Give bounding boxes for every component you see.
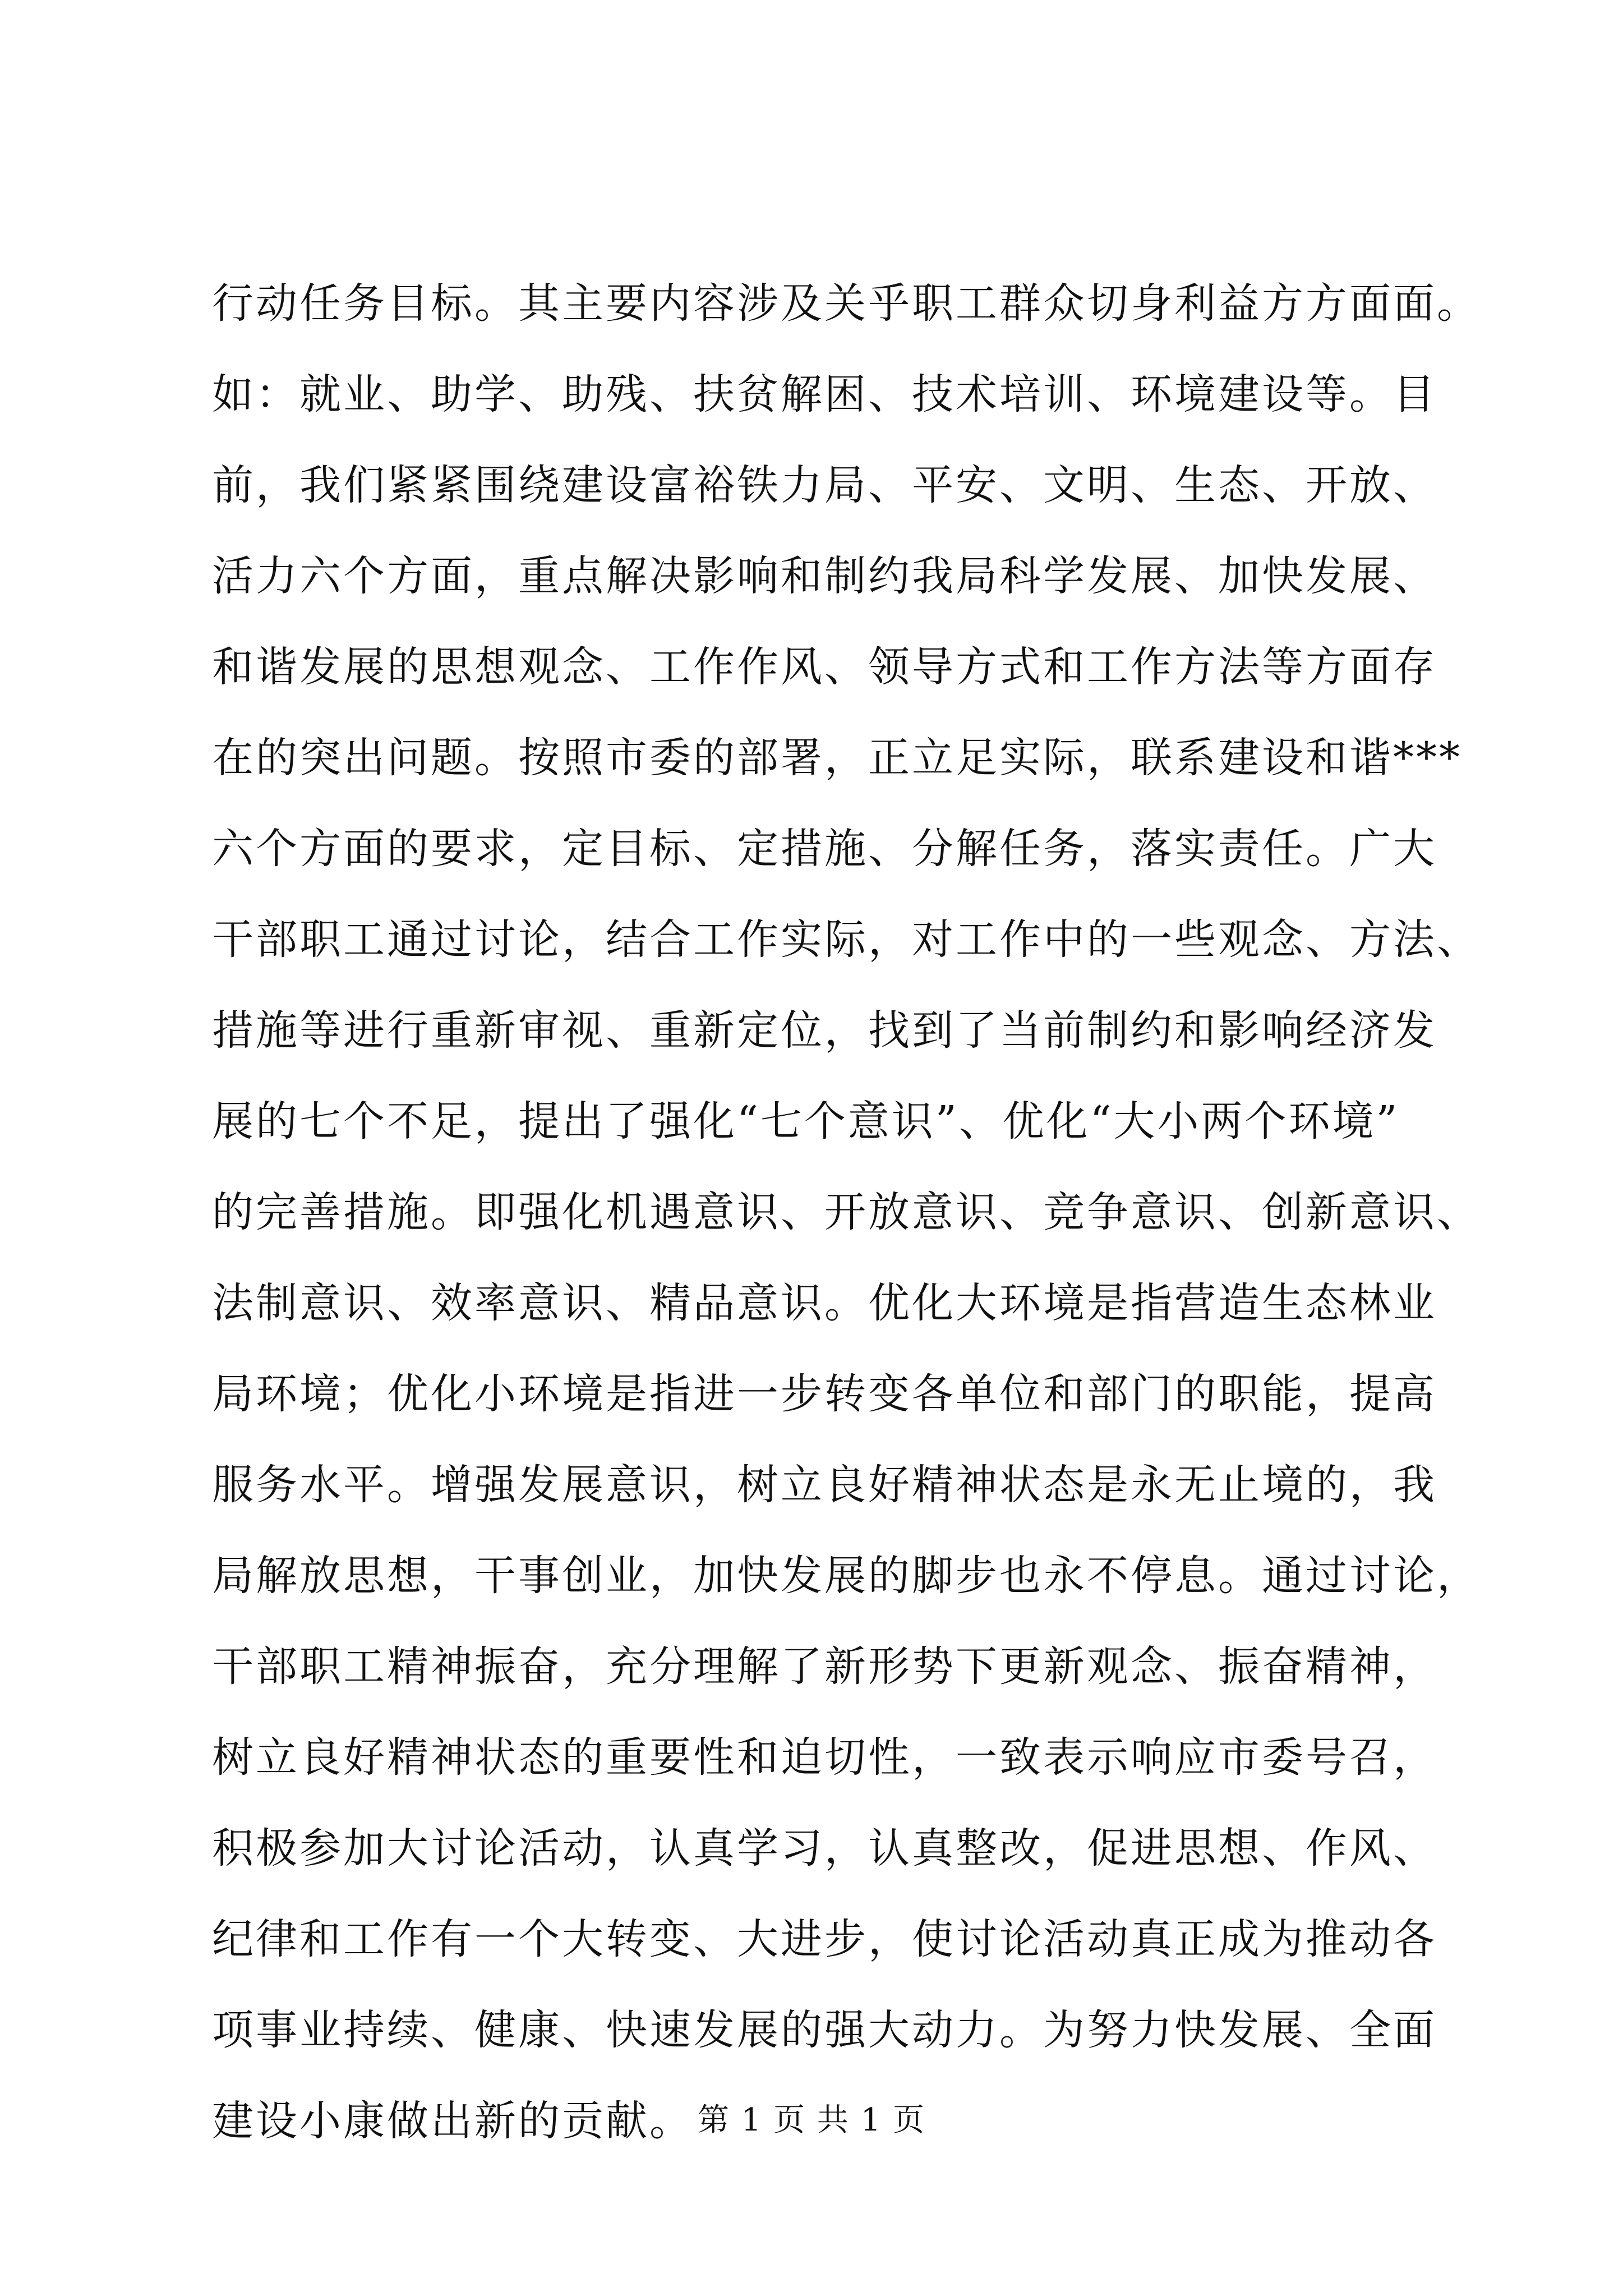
text-line: 服务水平。增强发展意识，树立良好精神状态是永无止境的，我 (212, 1461, 1437, 1509)
text-line: 积极参加大讨论活动，认真学习，认真整改，促进思想、作风、 (212, 1824, 1437, 1872)
text-line: 局解放思想，干事创业，加快发展的脚步也永不停息。通过讨论， (212, 1552, 1481, 1600)
text-line: 纪律和工作有一个大转变、大进步，使讨论活动真正成为推动各 (212, 1915, 1437, 1963)
text-line: 的完善措施。即强化机遇意识、开放意识、竞争意识、创新意识、 (212, 1188, 1481, 1236)
text-line: 和谐发展的思想观念、工作作风、领导方式和工作方法等方面存 (212, 643, 1437, 691)
text-line: 干部职工通过讨论，结合工作实际，对工作中的一些观念、方法、 (212, 915, 1481, 964)
text-line: 展的七个不足，提出了强化“七个意识”、优化“大小两个环境” (212, 1097, 1400, 1145)
text-line: 措施等进行重新审视、重新定位，找到了当前制约和影响经济发 (212, 1006, 1437, 1055)
text-line: 干部职工精神振奋，充分理解了新形势下更新观念、振奋精神， (212, 1642, 1437, 1691)
text-line: 前，我们紧紧围绕建设富裕铁力局、平安、文明、生态、开放、 (212, 461, 1437, 509)
text-line: 行动任务目标。其主要内容涉及关乎职工群众切身利益方方面面。 (212, 279, 1481, 328)
text-line: 建设小康做出新的贡献。 (212, 2097, 693, 2145)
text-line: 活力六个方面，重点解决影响和制约我局科学发展、加快发展、 (212, 552, 1437, 600)
text-line: 如：就业、助学、助残、扶贫解困、技术培训、环境建设等。目 (212, 370, 1437, 418)
page-number-footer: 第 1 页 共 1 页 (697, 2102, 926, 2138)
document-body (212, 258, 1481, 2166)
text-line: 六个方面的要求，定目标、定措施、分解任务，落实责任。广大 (212, 825, 1437, 873)
text-line: 局环境；优化小环境是指进一步转变各单位和部门的职能，提高 (212, 1370, 1437, 1418)
text-line: 树立良好精神状态的重要性和迫切性，一致表示响应市委号召， (212, 1733, 1437, 1782)
text-line: 在的突出问题。按照市委的部署，正立足实际，联系建设和谐*** (212, 734, 1462, 782)
text-line: 项事业持续、健康、快速发展的强大动力。为努力快发展、全面 (212, 2006, 1437, 2054)
text-line: 法制意识、效率意识、精品意识。优化大环境是指营造生态林业 (212, 1279, 1437, 1327)
